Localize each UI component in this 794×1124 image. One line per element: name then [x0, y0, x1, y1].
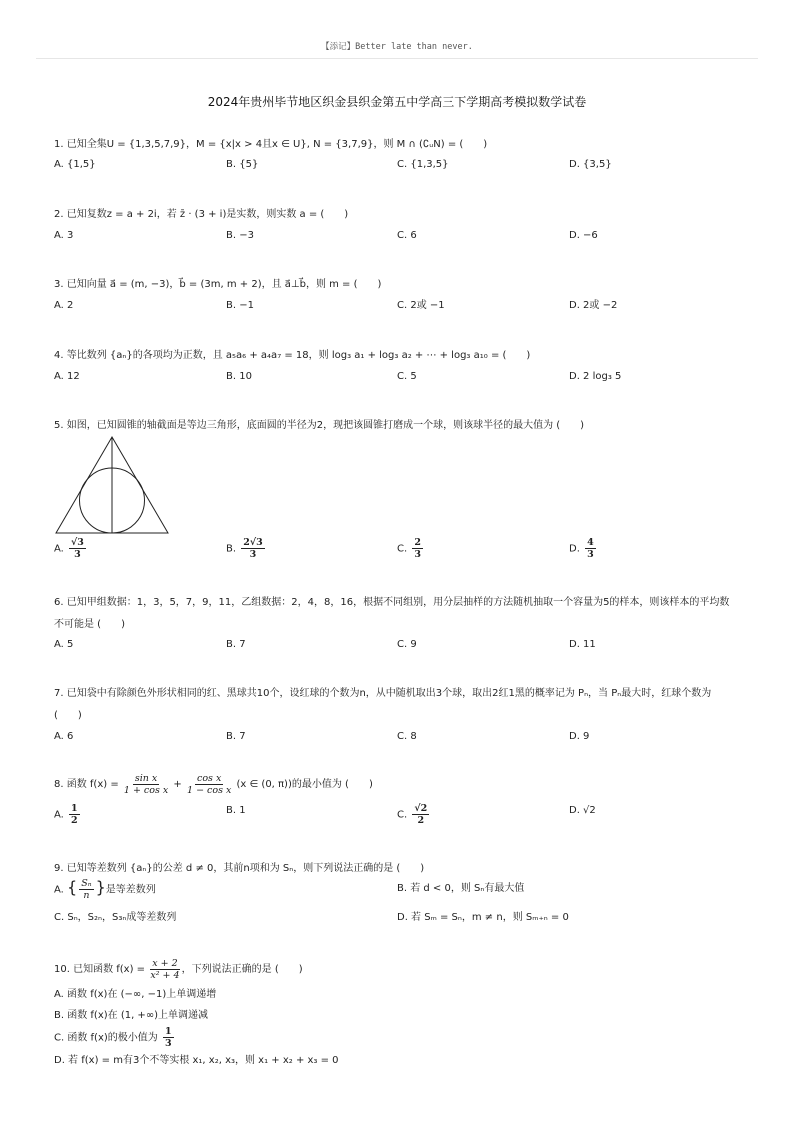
- question-7-option-d: D. 9: [569, 731, 590, 742]
- page-title: 2024年贵州毕节地区织金县织金第五中学高三下学期高考模拟数学试卷: [207, 95, 587, 109]
- question-3-option-d: D. 2或 −2: [569, 300, 618, 311]
- question-3-option-c: C. 2或 −1: [397, 300, 445, 311]
- question-4-option-d: D. 2 log₃ 5: [569, 371, 622, 382]
- question-7-option-b: B. 7: [226, 731, 246, 742]
- cone-cross-section-figure: [54, 434, 174, 536]
- question-4-option-b: B. 10: [226, 371, 252, 382]
- question-8-option-c: C. $\frac{√2}{2}$: [397, 803, 428, 826]
- question-2-stem: 2. 已知复数z = a + 2i，若 z̄ · (3 + i)是实数，则实数 a = ( ): [54, 209, 349, 220]
- question-4-option-a: A. 12: [54, 371, 80, 382]
- question-2-option-d: D. −6: [569, 230, 598, 241]
- question-9-option-a: A. { $\frac{\text{Sₙ}}{n}$ }是等差数列: [54, 877, 156, 901]
- header-watermark: 【添记】Better late than never.: [321, 42, 473, 52]
- question-3-option-a: A. 2: [54, 300, 74, 311]
- question-5-stem: 5. 如图，已知圆锥的轴截面是等边三角形，底面圆的半径为2，现把该圆锥打磨成一个球，则该球半径的最大值为 ( ): [54, 420, 585, 431]
- question-5-option-c: C. $\frac{2}{3}$: [397, 537, 421, 560]
- question-8-option-d: D. √2: [569, 805, 596, 816]
- question-1-option-d: D. {3,5}: [569, 159, 612, 170]
- question-5-option-d: D. $\frac{4}{3}$: [569, 537, 594, 560]
- question-9-option-c: C. Sₙ，S₂ₙ，S₃ₙ成等差数列: [54, 912, 177, 923]
- question-1-option-b: B. {5}: [226, 159, 259, 170]
- question-2-option-a: A. 3: [54, 230, 74, 241]
- question-2-option-b: B. −3: [226, 230, 254, 241]
- question-8-option-b: B. 1: [226, 805, 246, 816]
- question-6-option-a: A. 5: [54, 639, 74, 650]
- question-3-option-b: B. −1: [226, 300, 254, 311]
- question-7-option-c: C. 8: [397, 731, 417, 742]
- question-1-option-c: C. {1,3,5}: [397, 159, 449, 170]
- question-10-stem: 10. 已知函数 f(x) = $\frac{x + 2}{\text{x² + 4}}$ ，下列说法正确的是 ( ): [54, 957, 303, 981]
- question-6-option-b: B. 7: [226, 639, 246, 650]
- question-9-option-d: D. 若 Sₘ = Sₙ，m ≠ n，则 Sₘ₊ₙ = 0: [397, 912, 569, 923]
- question-1-option-a: A. {1,5}: [54, 159, 96, 170]
- question-10-option-a: A. 函数 f(x)在 (−∞, −1)上单调递增: [54, 989, 217, 1000]
- question-10-option-b: B. 函数 f(x)在 (1, +∞)上单调递减: [54, 1010, 209, 1021]
- question-7-stem: 7. 已知袋中有除颜色外形状相同的红、黑球共10个，设红球的个数为n，从中随机取出3个球，取出2红1黑的概率记为 Pₙ，当 Pₙ最大时，红球个数为 ( ): [54, 688, 712, 721]
- question-9-option-b: B. 若 d < 0，则 Sₙ有最大值: [397, 883, 525, 894]
- question-4-option-c: C. 5: [397, 371, 417, 382]
- question-8-stem: 8. 函数 f(x) = $\frac{\text{sin x}}{\text{1 + cos x}}$ + $\frac{\text{cos x}}{\text{1 − cos x}}$ (x ∈ (0, π))的最小值为 ( ): [54, 772, 373, 796]
- question-4-stem: 4. 等比数列 {aₙ}的各项均为正数，且 a₅a₆ + a₄a₇ = 18，则 log₃ a₁ + log₃ a₂ + ⋯ + log₃ a₁₀ = ( ): [54, 350, 531, 361]
- question-3-stem: 3. 已知向量 a⃗ = (m, −3)，b⃗ = (3m, m + 2)，且 a⃗⊥b⃗，则 m = ( ): [54, 279, 382, 290]
- question-6-stem: 6. 已知甲组数据：1，3，5，7，9，11，乙组数据：2，4，8，16，根据不同组别，用分层抽样的方法随机抽取一个容量为5的样本，则该样本的平均数不可能是 ( ): [54, 597, 730, 630]
- question-10-option-d: D. 若 f(x) = m有3个不等实根 x₁, x₂, x₃，则 x₁ + x₂ + x₃ = 0: [54, 1055, 339, 1066]
- question-5-option-b: B. $\frac{2√3}{3}$: [226, 537, 263, 560]
- question-6-option-d: D. 11: [569, 639, 596, 650]
- question-7-option-a: A. 6: [54, 731, 74, 742]
- question-5-option-a: A. $\frac{√3}{3}$: [54, 537, 84, 560]
- question-6-option-c: C. 9: [397, 639, 417, 650]
- question-2-option-c: C. 6: [397, 230, 417, 241]
- question-10-option-c: C. 函数 f(x)的极小值为 $\frac{1}{3}$: [54, 1026, 172, 1049]
- header-divider: [36, 58, 758, 59]
- question-8-option-a: A. $\frac{1}{2}$: [54, 803, 78, 826]
- question-1-stem: 1. 已知全集U = {1,3,5,7,9}，M = {x|x > 4且x ∈ U}, N = {3,7,9}，则 M ∩ (∁ᵤN) = ( ): [54, 139, 488, 150]
- question-9-stem: 9. 已知等差数列 {aₙ}的公差 d ≠ 0，其前n项和为 Sₙ，则下列说法正确的是 ( ): [54, 863, 425, 874]
